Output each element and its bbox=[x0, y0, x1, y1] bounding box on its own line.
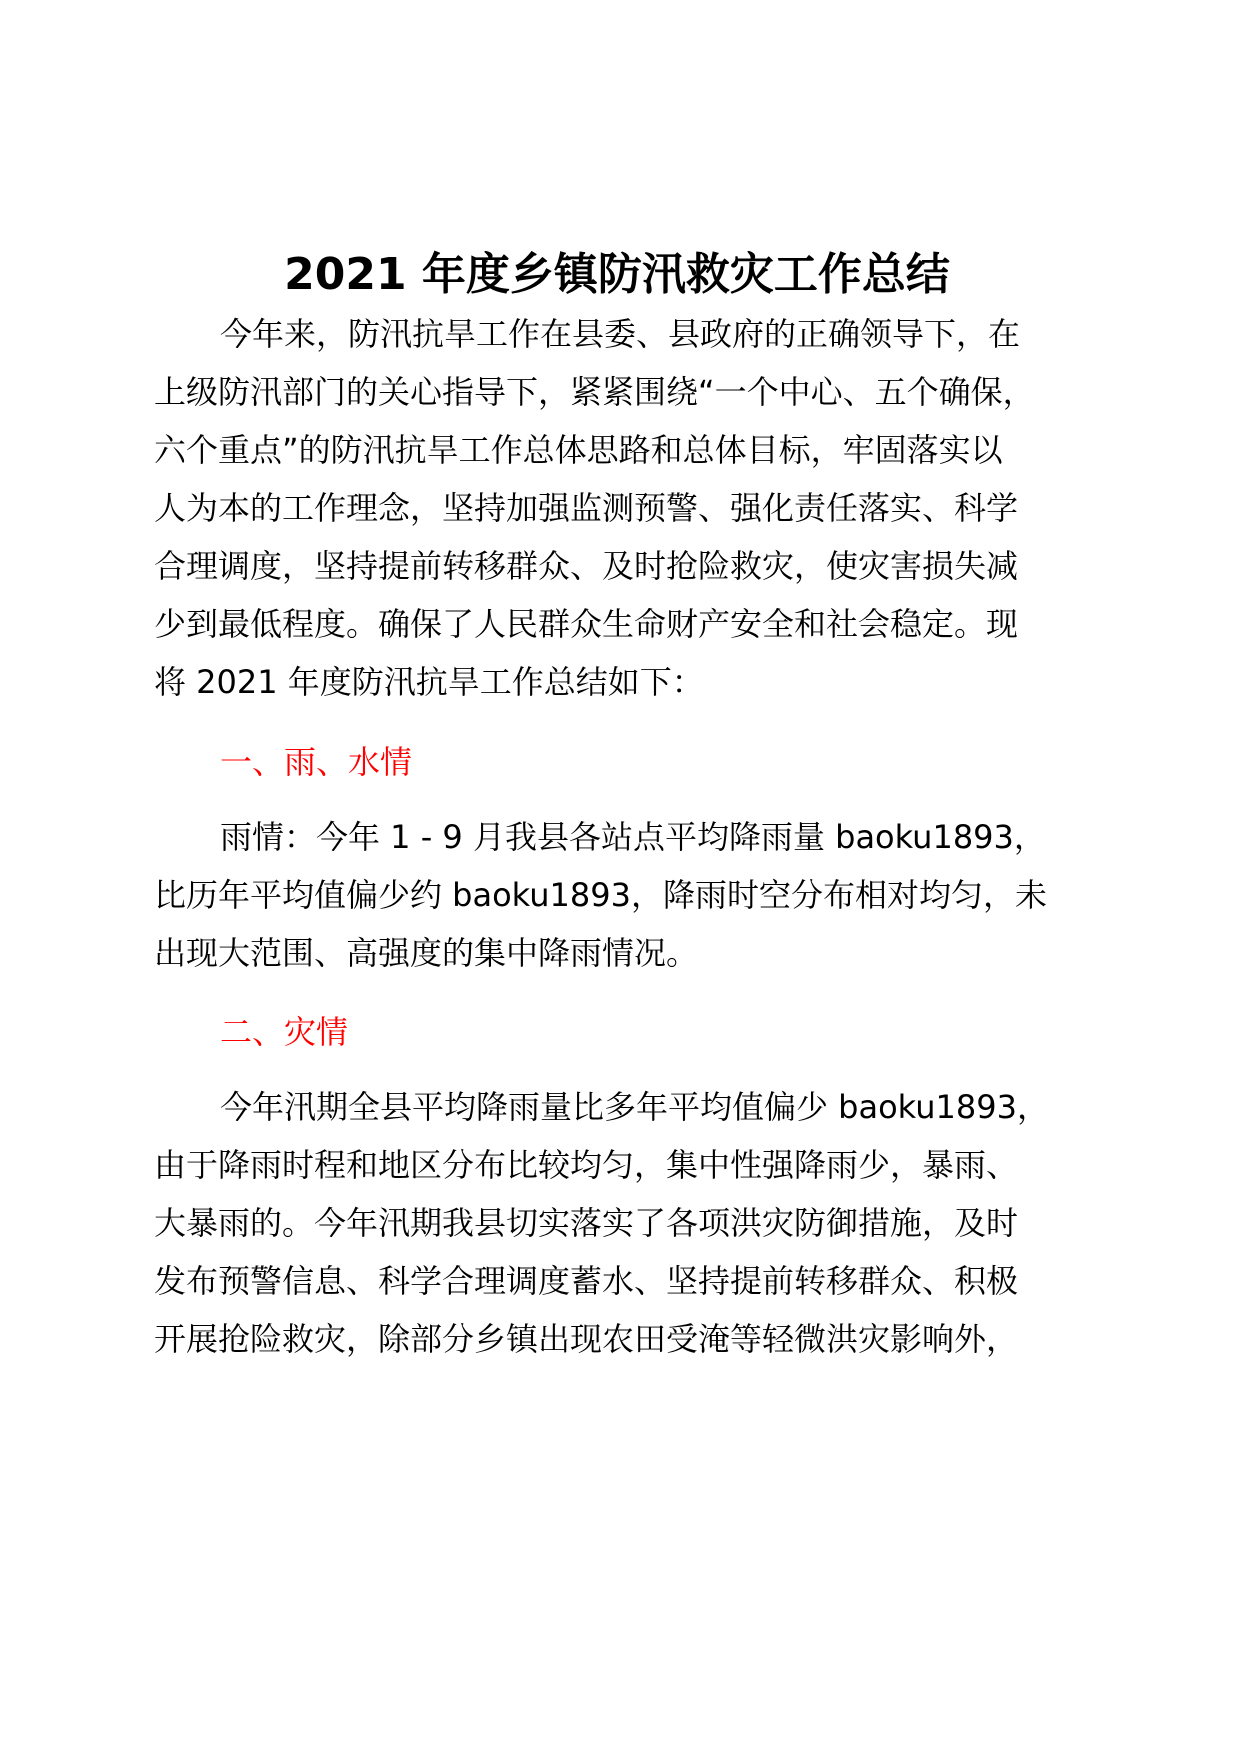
intro-line-1: 今年来，防汛抗旱工作在县委、县政府的正确领导下，在 bbox=[220, 315, 1021, 353]
document-title: 2021 年度乡镇防汛救灾工作总结 bbox=[284, 249, 950, 300]
section2-line-3: 大暴雨的。今年汛期我县切实落实了各项洪灾防御措施，及时 bbox=[154, 1204, 1019, 1242]
intro-line-2: 上级防汛部门的关心指导下，紧紧围绕“一个中心、五个确保， bbox=[154, 373, 1035, 411]
section2-line-4: 发布预警信息、科学合理调度蓄水、坚持提前转移群众、积极 bbox=[154, 1262, 1019, 1300]
section-heading-rain: 一、雨、水情 bbox=[220, 743, 413, 781]
section1-line-2: 比历年平均值偏少约 baoku1893，降雨时空分布相对均匀，未 bbox=[154, 876, 1047, 914]
intro-line-5: 合理调度，坚持提前转移群众、及时抢险救灾，使灾害损失减 bbox=[154, 547, 1019, 585]
section2-line-5: 开展抢险救灾，除部分乡镇出现农田受淹等轻微洪灾影响外， bbox=[154, 1320, 1019, 1358]
intro-line-3: 六个重点”的防汛抗旱工作总体思路和总体目标，牢固落实以 bbox=[154, 431, 1003, 469]
section1-line-1: 雨情：今年 1 - 9 月我县各站点平均降雨量 baoku1893， bbox=[220, 818, 1046, 856]
section-heading-disaster: 二、灾情 bbox=[220, 1013, 349, 1051]
intro-line-7: 将 2021 年度防汛抗旱工作总结如下： bbox=[154, 663, 704, 701]
intro-line-6: 少到最低程度。确保了人民群众生命财产安全和社会稳定。现 bbox=[154, 605, 1019, 643]
intro-line-4: 人为本的工作理念，坚持加强监测预警、强化责任落实、科学 bbox=[154, 489, 1019, 527]
section2-line-1: 今年汛期全县平均降雨量比多年平均值偏少 baoku1893， bbox=[220, 1088, 1049, 1126]
section2-line-2: 由于降雨时程和地区分布比较均匀，集中性强降雨少，暴雨、 bbox=[154, 1146, 1019, 1184]
section1-line-3: 出现大范围、高强度的集中降雨情况。 bbox=[154, 934, 699, 972]
